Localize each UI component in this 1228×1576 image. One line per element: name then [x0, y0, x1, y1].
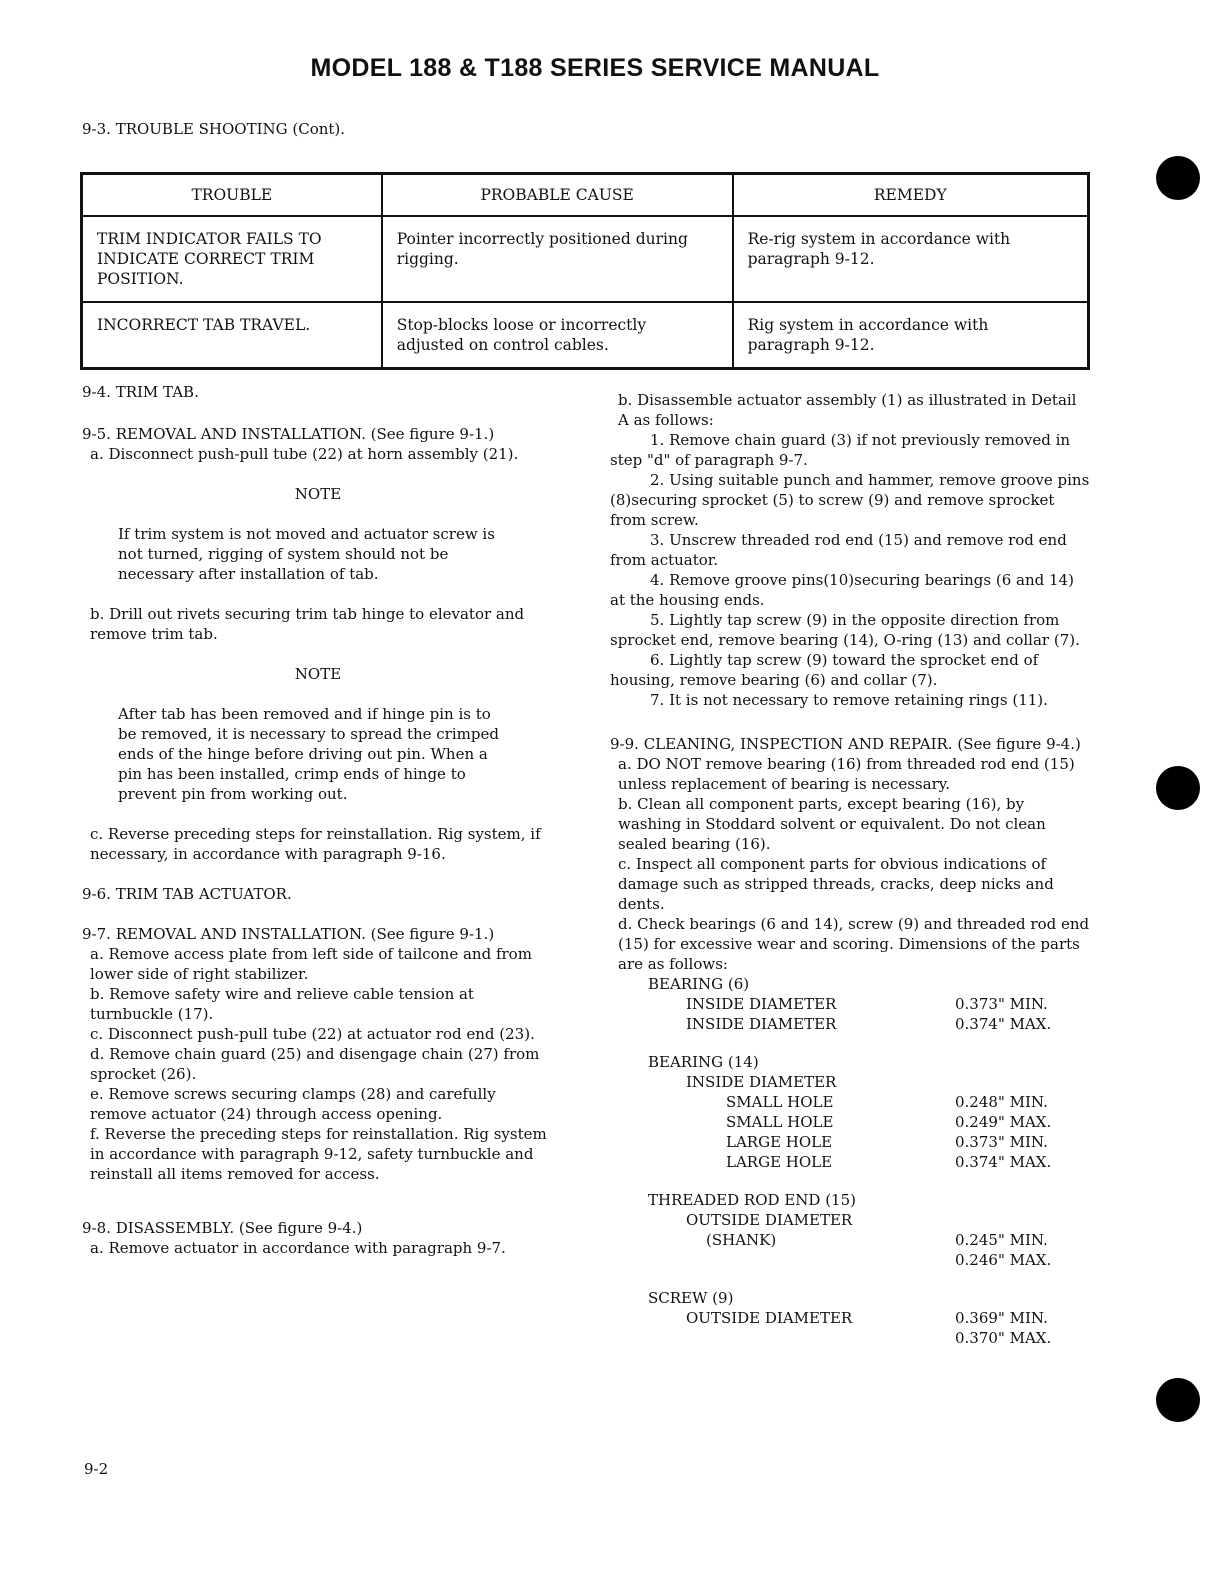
dim-group-title: THREADED ROD END (15): [648, 1191, 856, 1209]
dim-row: [648, 1014, 1090, 1034]
dim-label: INSIDE DIAMETER: [686, 1015, 837, 1033]
note-text: After tab has been removed and if hinge pin is to be removed, it is necessary to spread the crimped ends of the hinge before driving out pin. When a pin has been installed, crimp ends of hinge to prevent pin from working out.: [118, 705, 499, 803]
step-9-9c: c. Inspect all component parts for obvious indications of damage such as stripped threads, cracks, deep nicks and dents.: [618, 855, 1054, 913]
step-9-9a: a. DO NOT remove bearing (16) from threaded rod end (15) unless replacement of bearing is necessary.: [618, 755, 1075, 793]
dim-subtitle: OUTSIDE DIAMETER: [686, 1211, 853, 1229]
step-9-5b: b. Drill out rivets securing trim tab hinge to elevator and remove trim tab.: [90, 605, 525, 643]
substep: 5. Lightly tap screw (9) in the opposite direction from sprocket end, remove bearing (14), O-ring (13) and collar (7).: [610, 611, 1080, 649]
dimensions-list: [610, 974, 1090, 1348]
heading-9-8: 9-8. DISASSEMBLY. (See figure 9-4.): [82, 1219, 363, 1237]
note-heading: NOTE: [294, 485, 342, 503]
table-header: REMEDY: [733, 174, 1089, 217]
table-cell: TRIM INDICATOR FAILS TO INDICATE CORRECT TRIM POSITION.: [82, 216, 382, 302]
dim-label: SMALL HOLE: [726, 1093, 834, 1111]
step-9-8b: b. Disassemble actuator assembly (1) as illustrated in Detail A as follows:: [618, 391, 1077, 429]
dim-row: [648, 1328, 1090, 1348]
dim-subtitle: INSIDE DIAMETER: [686, 1073, 837, 1091]
table-cell: Rig system in accordance with paragraph 9-12.: [733, 302, 1089, 368]
substep: 4. Remove groove pins(10)securing bearings (6 and 14) at the housing ends.: [610, 571, 1074, 609]
step-9-8a: a. Remove actuator in accordance with paragraph 9-7.: [90, 1239, 506, 1257]
page-number: 9-2: [84, 1460, 109, 1478]
punch-hole: [1156, 766, 1200, 810]
dim-label: INSIDE DIAMETER: [686, 995, 837, 1013]
substep: 3. Unscrew threaded rod end (15) and remove rod end from actuator.: [610, 531, 1067, 569]
step-9-7f: f. Reverse the preceding steps for reinstallation. Rig system in accordance with paragraph 9-12, safety turnbuckle and reinstall all items removed for access.: [90, 1125, 547, 1183]
dim-group-title: SCREW (9): [648, 1289, 734, 1307]
dim-value: 0.245" MIN.: [955, 1231, 1048, 1249]
dim-row: [648, 1230, 1090, 1250]
substep: 2. Using suitable punch and hammer, remove groove pins (8)securing sprocket (5) to screw (9) and remove sprocket from screw.: [610, 471, 1090, 529]
heading-9-7: 9-7. REMOVAL AND INSTALLATION. (See figure 9-1.): [82, 925, 495, 943]
note-text: If trim system is not moved and actuator screw is not turned, rigging of system should not be necessary after installation of tab.: [118, 525, 495, 583]
substep: 7. It is not necessary to remove retaining rings (11).: [650, 691, 1048, 709]
step-9-7e: e. Remove screws securing clamps (28) and carefully remove actuator (24) through access opening.: [90, 1085, 496, 1123]
dim-row: [648, 1132, 1090, 1152]
heading-9-4: 9-4. TRIM TAB.: [82, 383, 199, 401]
heading-9-6: 9-6. TRIM TAB ACTUATOR.: [82, 885, 292, 903]
table-cell: INCORRECT TAB TRAVEL.: [82, 302, 382, 368]
table-cell: Pointer incorrectly positioned during rigging.: [382, 216, 733, 302]
dim-value: 0.246" MAX.: [955, 1251, 1052, 1269]
left-column: [82, 382, 554, 1258]
dim-value: 0.370" MAX.: [955, 1329, 1052, 1347]
trouble-shooting-table: [80, 172, 1090, 370]
dim-row: [648, 994, 1090, 1014]
step-9-7d: d. Remove chain guard (25) and disengage chain (27) from sprocket (26).: [90, 1045, 540, 1083]
step-9-9b: b. Clean all component parts, except bearing (16), by washing in Stoddard solvent or equivalent. Do not clean sealed bearing (16).: [618, 795, 1046, 853]
substep: 1. Remove chain guard (3) if not previously removed in step "d" of paragraph 9-7.: [610, 431, 1071, 469]
dim-label: LARGE HOLE: [726, 1153, 833, 1171]
dim-label: LARGE HOLE: [726, 1133, 833, 1151]
step-9-5c: c. Reverse preceding steps for reinstallation. Rig system, if necessary, in accordance with paragraph 9-16.: [90, 825, 541, 863]
dim-row: [648, 1152, 1090, 1172]
dim-label: SMALL HOLE: [726, 1113, 834, 1131]
step-9-9d: d. Check bearings (6 and 14), screw (9) and threaded rod end (15) for excessive wear and scoring. Dimensions of the parts are as follows:: [618, 915, 1090, 973]
note-heading: NOTE: [294, 665, 342, 683]
dim-group-title: BEARING (6): [648, 975, 750, 993]
dim-value: 0.374" MAX.: [955, 1153, 1052, 1171]
table-header: PROBABLE CAUSE: [382, 174, 733, 217]
heading-9-9: 9-9. CLEANING, INSPECTION AND REPAIR. (See figure 9-4.): [610, 735, 1081, 753]
table-cell: Stop-blocks loose or incorrectly adjusted on control cables.: [382, 302, 733, 368]
dim-group-title: BEARING (14): [648, 1053, 759, 1071]
dim-row: [648, 1250, 1090, 1270]
dim-label: (SHANK): [706, 1231, 777, 1249]
table-cell: Re-rig system in accordance with paragraph 9-12.: [733, 216, 1089, 302]
right-column: [610, 390, 1090, 1348]
dim-value: 0.249" MAX.: [955, 1113, 1052, 1131]
dim-value: 0.369" MIN.: [955, 1309, 1048, 1327]
punch-hole: [1156, 156, 1200, 200]
table-row: [82, 216, 1089, 302]
table-header: TROUBLE: [82, 174, 382, 217]
substep: 6. Lightly tap screw (9) toward the sprocket end of housing, remove bearing (6) and collar (7).: [610, 651, 1039, 689]
step-9-7b: b. Remove safety wire and relieve cable tension at turnbuckle (17).: [90, 985, 474, 1023]
heading-9-5: 9-5. REMOVAL AND INSTALLATION. (See figure 9-1.): [82, 425, 495, 443]
step-9-5a: a. Disconnect push-pull tube (22) at horn assembly (21).: [90, 445, 519, 463]
dim-row: [648, 1112, 1090, 1132]
dim-row: [648, 1092, 1090, 1112]
step-9-7a: a. Remove access plate from left side of tailcone and from lower side of right stabilizer.: [90, 945, 532, 983]
page-title: MODEL 188 & T188 SERIES SERVICE MANUAL: [310, 54, 880, 82]
punch-hole: [1156, 1378, 1200, 1422]
section-heading: 9-3. TROUBLE SHOOTING (Cont).: [82, 120, 346, 138]
dim-value: 0.373" MIN.: [955, 995, 1048, 1013]
table-header-row: [82, 174, 1089, 217]
dim-value: 0.248" MIN.: [955, 1093, 1048, 1111]
step-9-7c: c. Disconnect push-pull tube (22) at actuator rod end (23).: [90, 1025, 535, 1043]
dim-row: [648, 1308, 1090, 1328]
dim-label: OUTSIDE DIAMETER: [686, 1309, 853, 1327]
dim-value: 0.374" MAX.: [955, 1015, 1052, 1033]
table-row: [82, 302, 1089, 368]
dim-value: 0.373" MIN.: [955, 1133, 1048, 1151]
